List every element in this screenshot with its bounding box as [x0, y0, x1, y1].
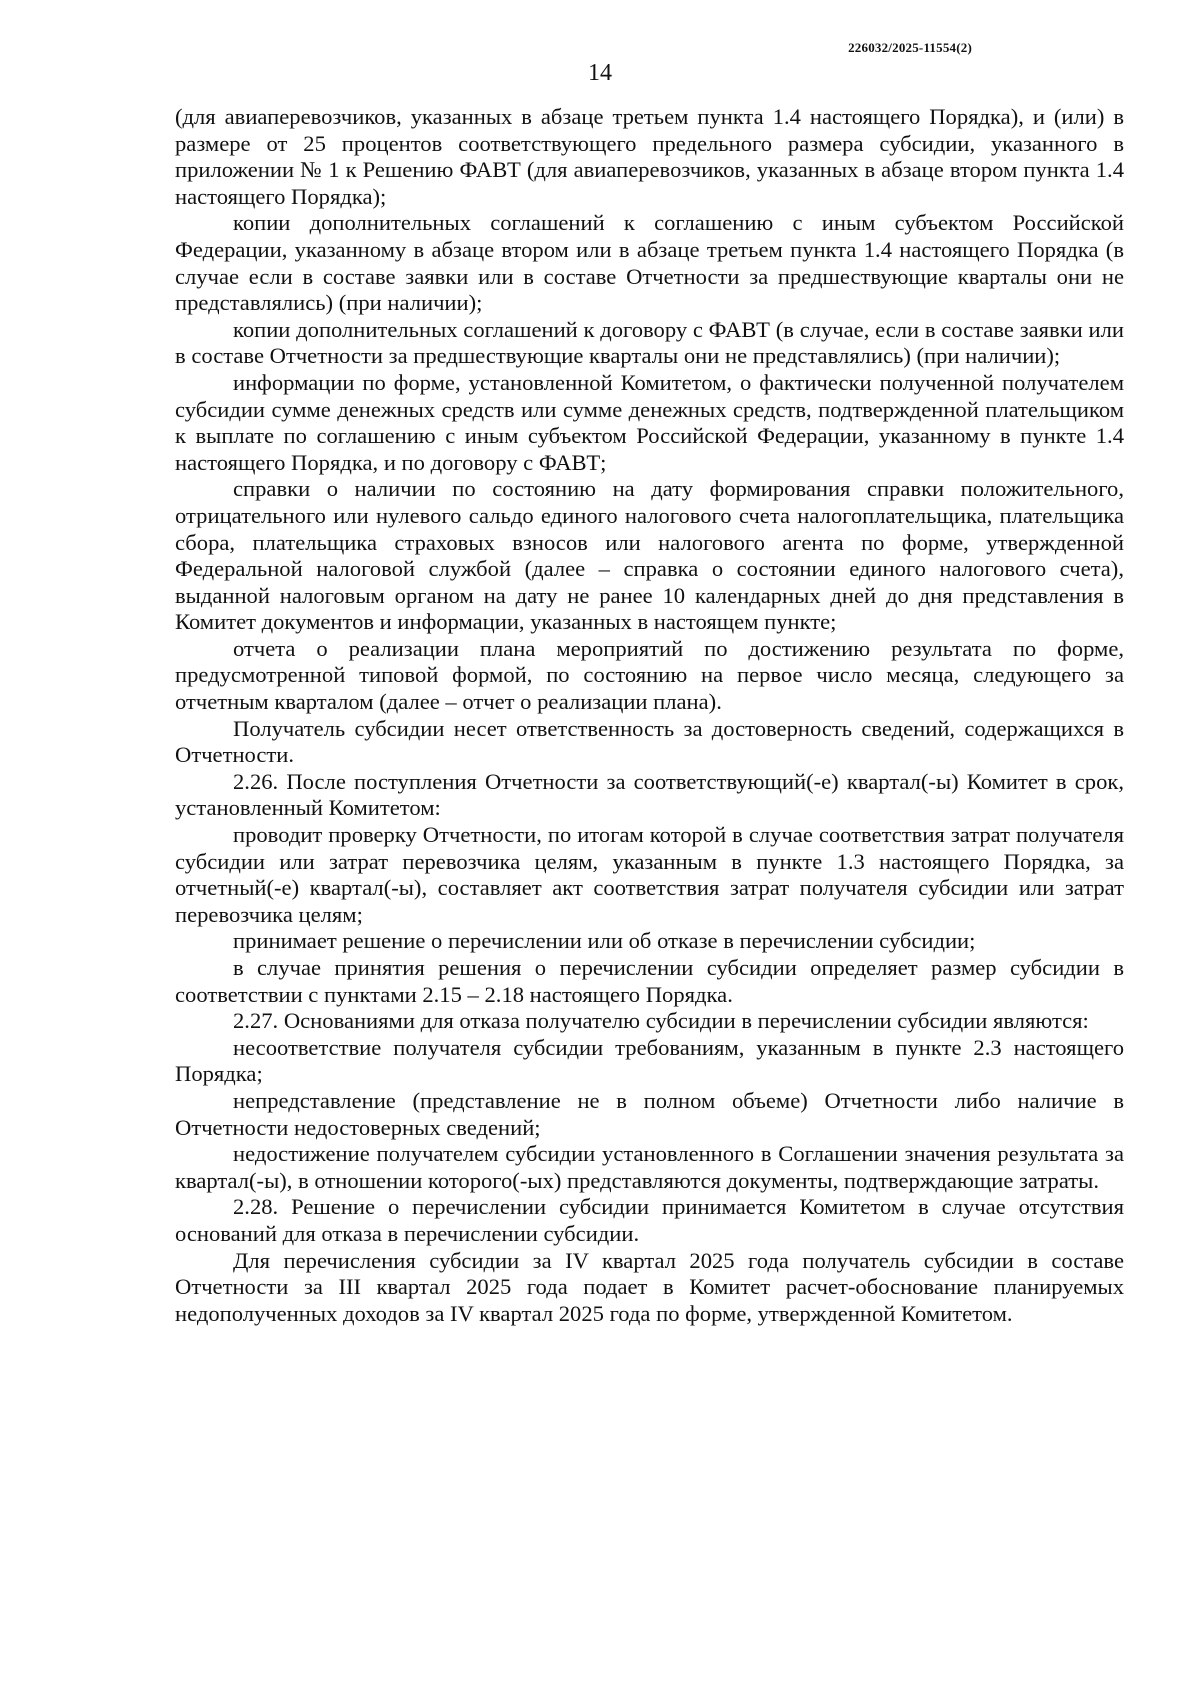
paragraph-2-28: 2.28. Решение о перечислении субсидии принимается Комитетом в случае отсутствия оснований для отказа в перечислении субсидии. — [175, 1194, 1124, 1246]
paragraph-2-27: 2.27. Основаниями для отказа получателю субсидии в перечислении субсидии являются: — [233, 1008, 1089, 1034]
paragraph-responsibility: Получатель субсидии несет ответственность за достоверность сведений, содержащихся в Отчетности. — [175, 715, 1124, 768]
paragraph-continuation: (для авиаперевозчиков, указанных в абзаце третьем пункта 1.4 настоящего Порядка), и (или) в размере от 25 процентов соответствующего предельного размера субсидии, указанного в приложении № 1 к Решению ФАВТ (для авиаперевозчиков, указанных в абзаце втором пункта 1.4 настоящего Порядка); — [175, 104, 1124, 209]
paragraph-information-received-funds: информации по форме, установленной Комитетом, о фактически полученной получателем субсидии сумме денежных средств или сумме денежных средств, подтвержденной плательщиком к выплате по соглашению с иным субъектом Российской Федерации, указанному в пункте 1.4 настоящего Порядка, и по договору с ФАВТ; — [175, 369, 1124, 475]
paragraph-2-26: 2.26. После поступления Отчетности за соответствующий(-е) квартал(-ы) Комитет в срок, установленный Комитетом: — [175, 768, 1124, 821]
paragraph-subsidy-amount: в случае принятия решения о перечислении субсидии определяет размер субсидии в соответствии с пунктами 2.15 – 2.18 настоящего Порядка. — [175, 955, 1124, 1007]
paragraph-check-reporting: проводит проверку Отчетности, по итогам которой в случае соответствия затрат получателя субсидии или затрат перевозчика целям, указанным в пункте 1.3 настоящего Порядка, за отчетный(-е) квартал(-ы), составляет акт соответствия затрат получателя субсидии или затрат перевозчика целям; — [175, 822, 1124, 927]
paragraph-refusal-reporting: непредставление (представление не в полном объеме) Отчетности либо наличие в Отчетности недостоверных сведений; — [175, 1087, 1124, 1140]
paragraph-decision: принимает решение о перечислении или об отказе в перечислении субсидии; — [233, 928, 976, 954]
document-body — [175, 104, 1124, 1327]
paragraph-plan-report: отчета о реализации плана мероприятий по достижению результата по форме, предусмотренной типовой формой, по состоянию на первое число месяца, следующего за отчетным кварталом (далее – отчет о реализации плана). — [175, 635, 1124, 715]
paragraph-tax-certificate: справки о наличии по состоянию на дату формирования справки положительного, отрицательного или нулевого сальдо единого налогового счета налогоплательщика, плательщика сбора, плательщика страховых взносов или налогового агента по форме, утвержденной Федеральной налоговой службой (далее – справка о состоянии единого налогового счета), выданной налоговым органом на дату не ранее 10 календарных дней до дня представления в Комитет документов и информации, указанных в настоящем пункте; — [175, 476, 1124, 635]
page-number: 14 — [588, 60, 612, 86]
paragraph-copies-agreements-favt: копии дополнительных соглашений к договору с ФАВТ (в случае, если в составе заявки или в составе Отчетности за предшествующие кварталы они не представлялись) (при наличии); — [175, 316, 1124, 369]
paragraph-q4-2025: Для перечисления субсидии за IV квартал 2025 года получатель субсидии в составе Отчетности за III квартал 2025 года подает в Комитет расчет-обоснование планируемых недополученных доходов за IV квартал 2025 года по форме, утвержденной Комитетом. — [175, 1247, 1124, 1326]
document-registration-number: 226032/2025-11554(2) — [848, 40, 972, 55]
paragraph-copies-agreements-subject: копии дополнительных соглашений к соглашению с иным субъектом Российской Федерации, указанному в абзаце втором или в абзаце третьем пункта 1.4 настоящего Порядка (в случае если в составе заявки или в составе Отчетности за предшествующие кварталы они не представлялись) (при наличии); — [175, 210, 1124, 316]
paragraph-refusal-requirements: несоответствие получателя субсидии требованиям, указанным в пункте 2.3 настоящего Порядка; — [175, 1034, 1124, 1087]
paragraph-refusal-result: недостижение получателем субсидии установленного в Соглашении значения результата за квартал(-ы), в отношении которого(-ых) представляются документы, подтверждающие затраты. — [175, 1141, 1124, 1193]
